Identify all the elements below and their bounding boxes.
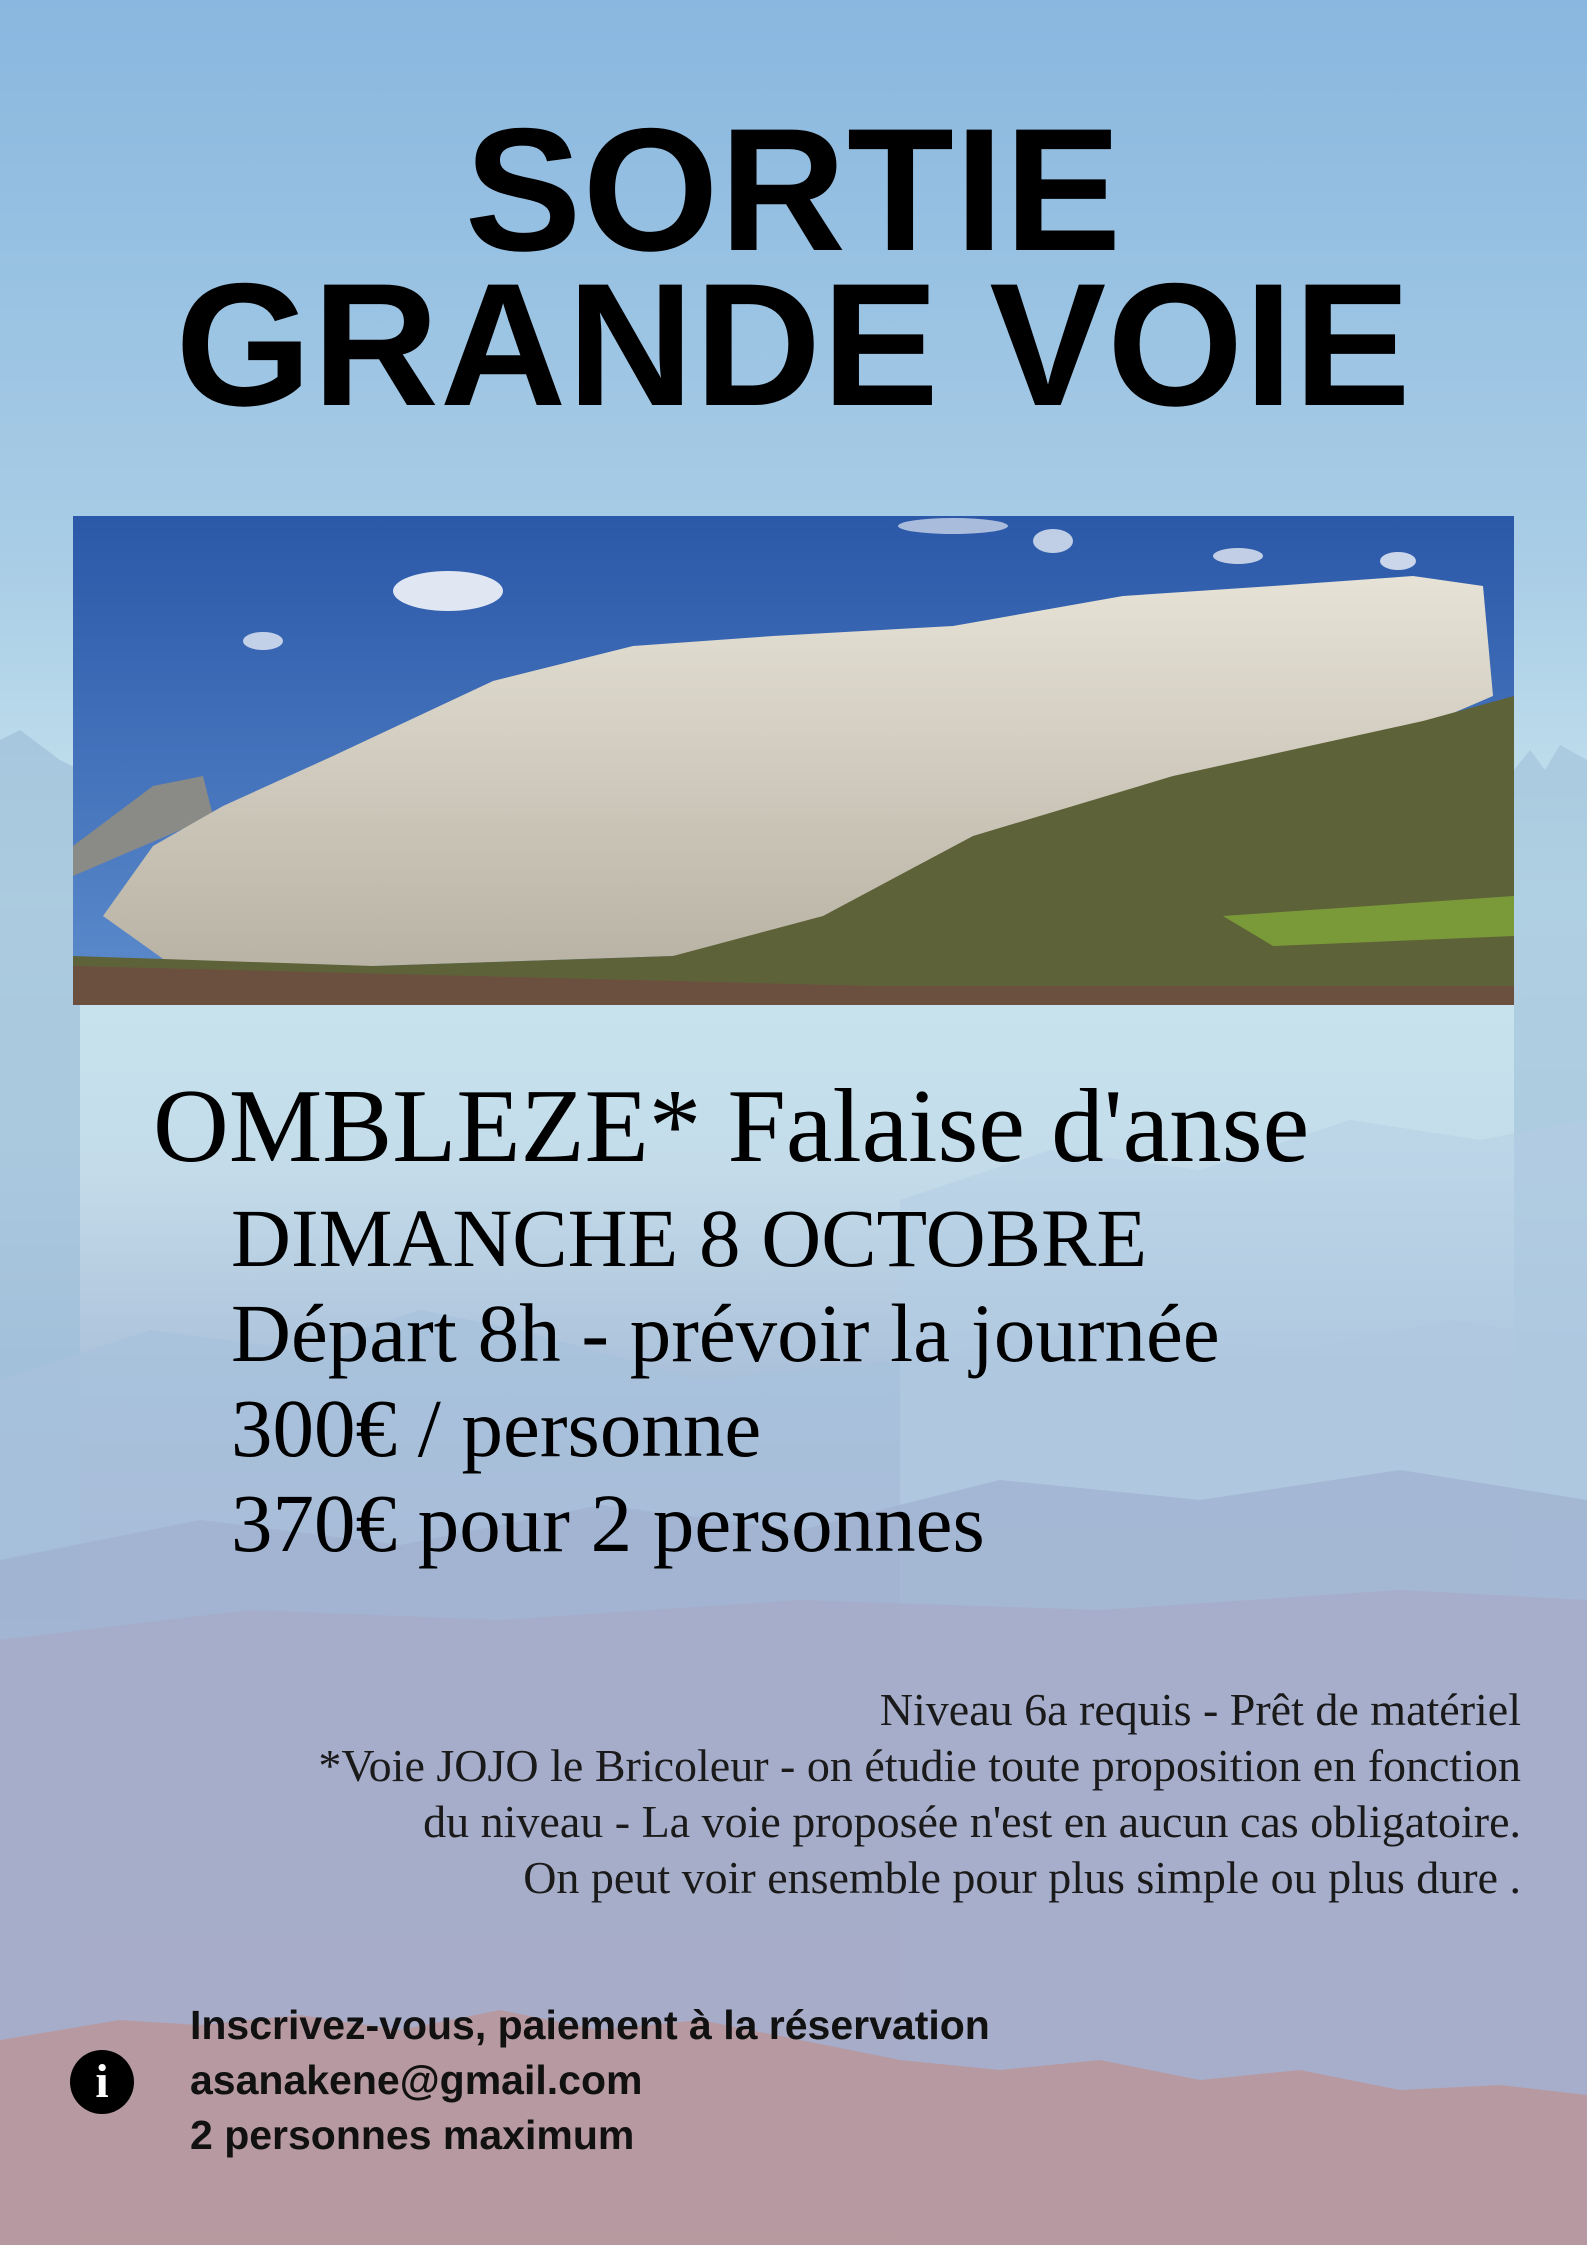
title-line-2: GRANDE VOIE (175, 248, 1412, 443)
note-line: Niveau 6a requis - Prêt de matériel (879, 1684, 1521, 1735)
notes-block (71, 1682, 1521, 1906)
info-icon: i (70, 2050, 134, 2114)
signup-line: Inscrivez-vous, paiement à la réservation (190, 2002, 990, 2048)
event-date: DIMANCHE 8 OCTOBRE (231, 1192, 1148, 1284)
note-line: du niveau - La voie proposée n'est en aucun cas obligatoire. (423, 1796, 1521, 1847)
departure-time: Départ 8h - prévoir la journée (231, 1287, 1220, 1379)
contact-block (190, 1998, 990, 2163)
price-duo: 370€ pour 2 personnes (231, 1477, 985, 1569)
price-single: 300€ / personne (231, 1382, 762, 1474)
location-heading: OMBLEZE* Falaise d'anse (153, 1067, 1310, 1184)
title-line-1: SORTIE (464, 93, 1123, 288)
capacity-line: 2 personnes maximum (190, 2112, 635, 2158)
note-line: *Voie JOJO le Bricoleur - on étudie toute proposition en fonction (318, 1740, 1521, 1791)
contact-email[interactable]: asanakene@gmail.com (190, 2057, 643, 2103)
cliff-photo (73, 516, 1514, 1005)
note-line: On peut voir ensemble pour plus simple ou plus dure . (523, 1852, 1521, 1903)
